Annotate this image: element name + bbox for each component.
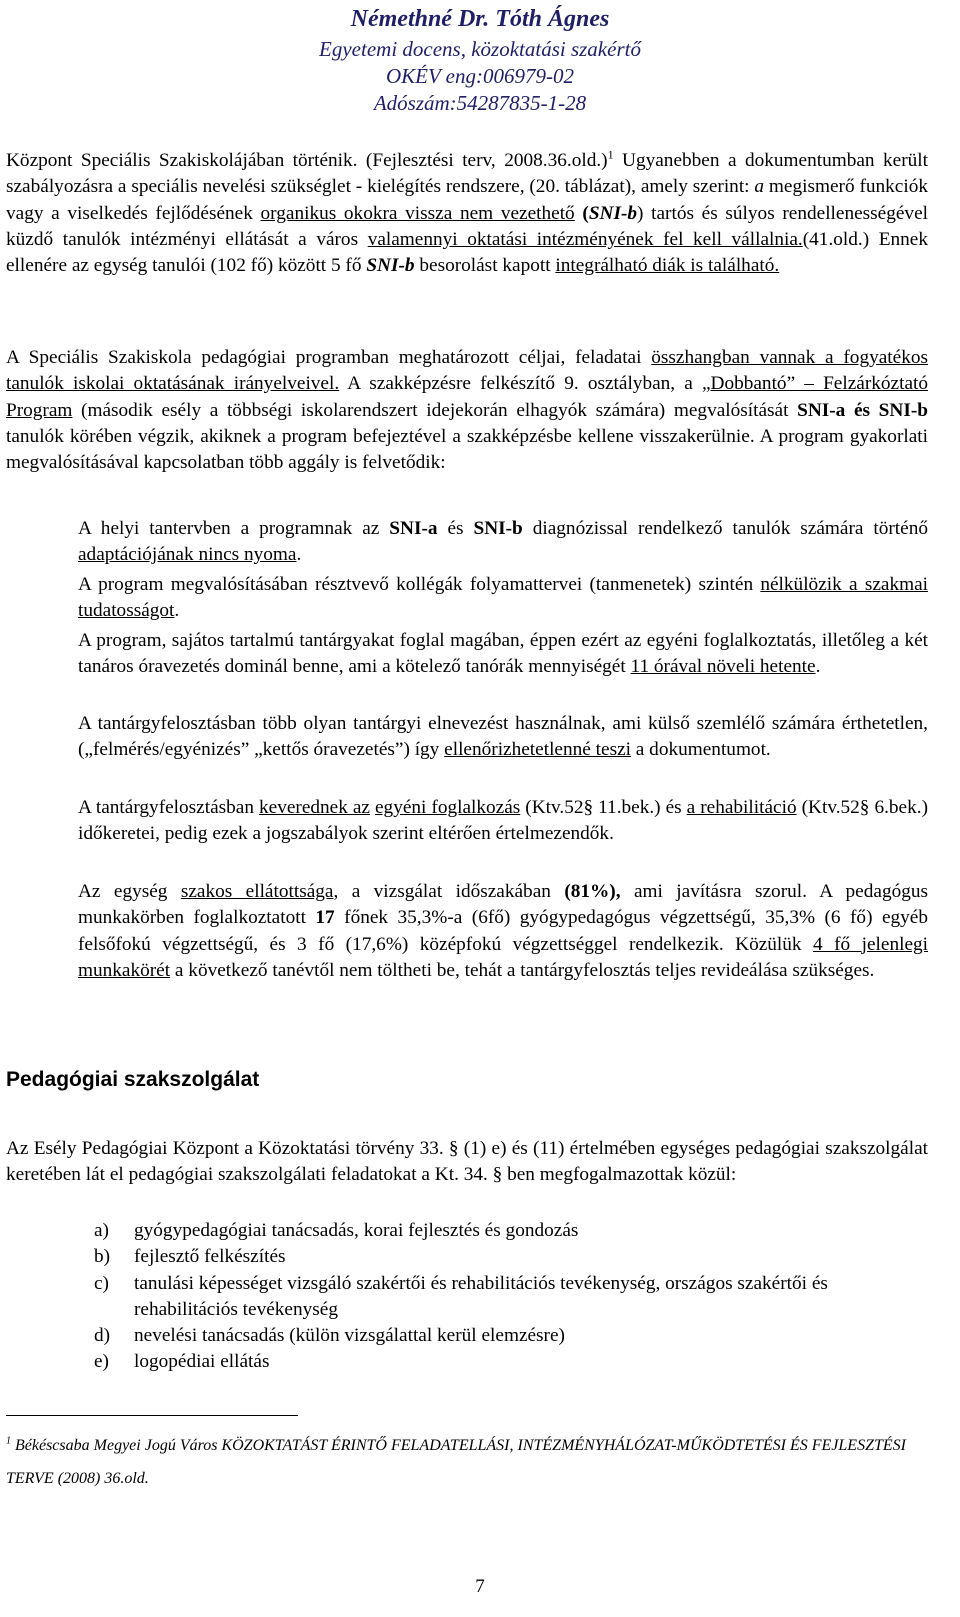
page-number: 7: [475, 1576, 485, 1597]
concern-hours: A program, sajátos tartalmú tantárgyakat foglal magában, éppen ezért az egyéni foglalkoztatás, illetőleg a két tanáros óravezetés dominál benne, ami a kötelező tanórák mennyiségét 11 órával növeli hetente.: [78, 630, 928, 678]
footnote-ref: 1: [607, 147, 614, 162]
concern-timeframes: A tantárgyfelosztásban keverednek az egyéni foglalkozás (Ktv.52§ 11.bek.) és a rehabilitáció (Ktv.52§ 6.bek.) időkeretei, pedig ezek a jogszabályok szerint eltérően értelmezendők.: [78, 797, 928, 845]
header-author-title: Egyetemi docens, közoktatási szakértő: [319, 37, 641, 61]
paragraph-intro: Központ Speciális Szakiskolájában történik. (Fejlesztési terv, 2008.36.old.)$^1$ Ugyanebben a dokumentumban került szabályozásra a speciális nevelési szükséglet - kielégítés rendszere, (20. táblázat), amely szerint: a megismerő funkciók vagy a viselkedés fejlődésének organikus okokra vissza nem vezethető (SNI-b) tartós és súlyos rendellenességével küzdő tanulók intézményi ellátását a város valamennyi oktatási intézményének fel kell vállalnia.(41.old.) Ennek ellenére az egység tanulói (102 fő) között 5 fő SNI-b besorolást kapott integrálható diák is található.: [6, 147, 929, 277]
concern-adaptation: A helyi tantervben a programnak az SNI-a és SNI-b diagnózissal rendelkező tanulók számára történő adaptációjának nincs nyoma.: [78, 518, 929, 566]
footnote: $^1$ Békéscsaba Megyei Jogú Város KÖZOKTATÁST ÉRINTŐ FELADATELLÁSI, INTÉZMÉNYHÁLÓZAT-MŰKÖDTETÉSI ÉS FEJLESZTÉSI TERVE (2008) 36.old.: [6, 1435, 906, 1487]
header-okev: OKÉV eng:006979-02: [385, 64, 574, 88]
header-author-name: Némethné Dr. Tóth Ágnes: [350, 6, 610, 32]
list-item: d) nevelési tanácsadás (külön vizsgálattal kerül elemzésre): [94, 1325, 565, 1347]
header-tax-number: Adószám:54287835-1-28: [373, 91, 587, 115]
concern-planning: A program megvalósításában résztvevő kollégák folyamattervei (tanmenetek) szintén nélkülözik a szakmai tudatosságot.: [78, 574, 929, 622]
list-item: e) logopédiai ellátás: [94, 1351, 270, 1373]
services-list: [94, 1218, 894, 1376]
paragraph-program: A Speciális Szakiskola pedagógiai programban meghatározott céljai, feladatai összhangban vannak a fogyatékos tanulók iskolai oktatásának irányelveivel. A szakképzésre felkészítő 9. osztályban, a „Dobbantó” – Felzárkóztató Program (második esély a többségi iskolarendszert idejekorán elhagyók számára) megvalósítását SNI-a és SNI-b tanulók körében végzik, akiknek a program befejeztével a szakképzésbe kellene visszakerülnie. A program gyakorlati megvalósításával kapcsolatban több aggály is felvetődik:: [6, 347, 928, 474]
section-heading: Pedagógiai szakszolgálat: [6, 1068, 260, 1091]
footnote-divider: [6, 1415, 298, 1416]
list-item: a) gyógypedagógiai tanácsadás, korai fejlesztés és gondozás: [94, 1220, 579, 1241]
list-item: b) fejlesztő felkészítés: [94, 1246, 286, 1268]
list-item: c) tanulási képességet vizsgáló szakértői és rehabilitációs tevékenység, országos szakértői és rehabilitációs tevékenység: [94, 1272, 828, 1320]
paragraph-services: Az Esély Pedagógiai Központ a Közoktatási törvény 33. § (1) e) és (11) értelmében egységes pedagógiai szakszolgálat keretében lát el pedagógiai szakszolgálati feladatokat a Kt. 34. § ben megfogalmazottak közül:: [6, 1138, 928, 1186]
concern-subject-names: A tantárgyfelosztásban több olyan tantárgyi elnevezést használnak, ami külső szemlélő számára érthetetlen, („felmérés/egyénizés” „kettős óravezetés”) így ellenőrizhetetlenné teszi a dokumentumot.: [78, 713, 928, 761]
concern-staffing: Az egység szakos ellátottsága, a vizsgálat időszakában (81%), ami javításra szorul. A pedagógus munkakörben foglalkoztatott 17 főnek 35,3%-a (6fő) gyógypedagógus végzettségű, 35,3% (6 fő) egyéb felsőfokú végzettségű, és 3 fő (17,6%) középfokú végzettséggel rendelkezik. Közülük 4 fő jelenlegi munkakörét a következő tanévtől nem töltheti be, tehát a tantárgyfelosztás teljes revideálása szükséges.: [78, 881, 929, 981]
